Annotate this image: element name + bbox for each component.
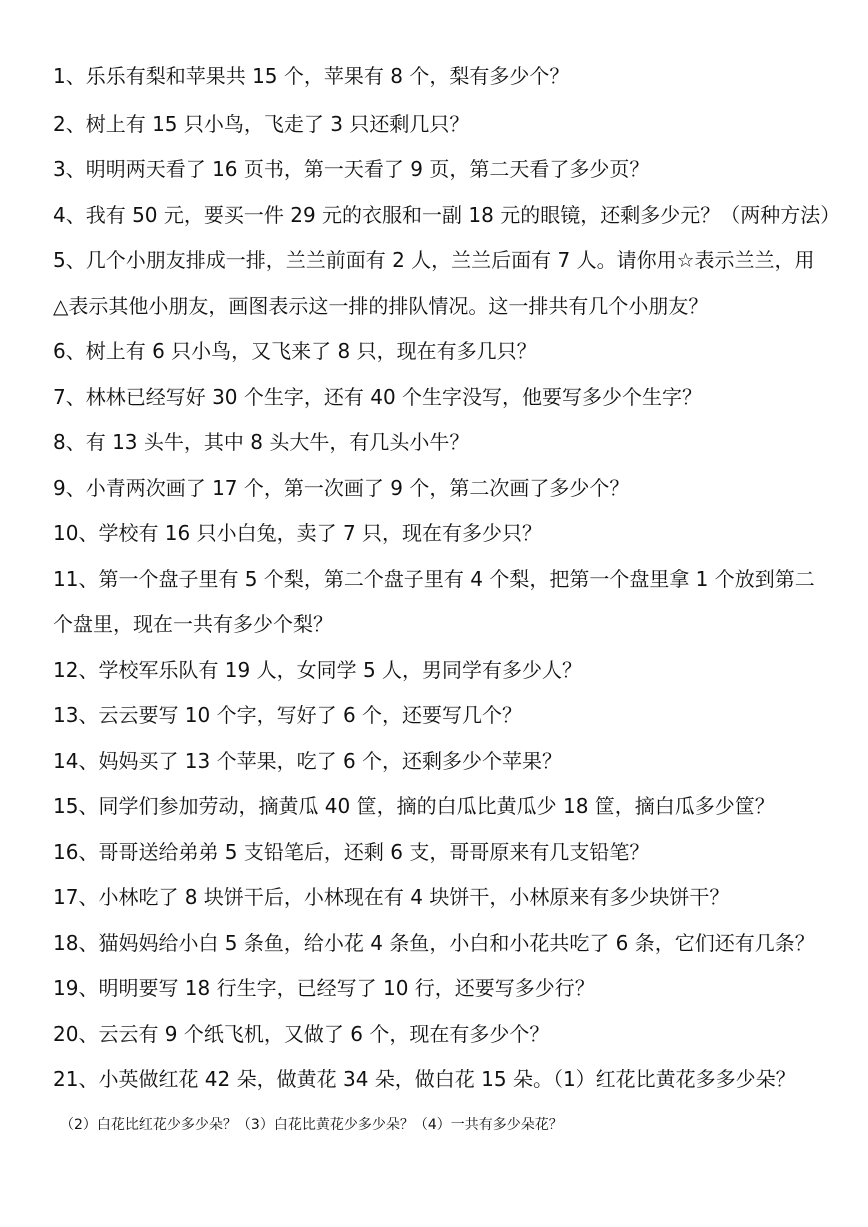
question-11-line-1: 11、第一个盘子里有 5 个梨，第二个盘子里有 4 个梨，把第一个盘里拿 1 个放到第二 bbox=[53, 567, 815, 591]
question-3: 3、明明两天看了 16 页书，第一天看了 9 页，第二天看了多少页？ bbox=[53, 157, 650, 181]
question-21-line-1: 21、小英做红花 42 朵，做黄花 34 朵，做白花 15 朵。（1）红花比黄花多多少朵？ bbox=[53, 1067, 796, 1091]
question-5-line-1: 5、几个小朋友排成一排，兰兰前面有 2 人，兰兰后面有 7 人。请你用☆表示兰兰，用 bbox=[53, 248, 815, 272]
question-16: 16、哥哥送给弟弟 5 支铅笔后，还剩 6 支，哥哥原来有几支铅笔？ bbox=[53, 840, 650, 864]
question-14: 14、妈妈买了 13 个苹果，吃了 6 个，还剩多少个苹果？ bbox=[53, 749, 563, 773]
question-4: 4、我有 50 元，要买一件 29 元的衣服和一副 18 元的眼镜，还剩多少元？（两种方法） bbox=[53, 203, 841, 227]
question-19: 19、明明要写 18 行生字，已经写了 10 行，还要写多少行？ bbox=[53, 976, 595, 1000]
question-13: 13、云云要写 10 个字，写好了 6 个，还要写几个？ bbox=[53, 703, 523, 727]
question-15: 15、同学们参加劳动，摘黄瓜 40 筐，摘的白瓜比黄瓜少 18 筐，摘白瓜多少筐？ bbox=[53, 794, 775, 818]
question-10: 10、学校有 16 只小白兔，卖了 7 只，现在有多少只？ bbox=[53, 521, 543, 545]
question-12: 12、学校军乐队有 19 人，女同学 5 人，男同学有多少人？ bbox=[53, 658, 583, 682]
question-6: 6、树上有 6 只小鸟，又飞来了 8 只，现在有多几只？ bbox=[53, 339, 537, 363]
question-21-line-2: （2）白花比红花少多少朵？（3）白花比黄花少多少朵？（4）一共有多少朵花？ bbox=[60, 1117, 563, 1133]
question-5-line-2: △表示其他小朋友，画图表示这一排的排队情况。这一排共有几个小朋友？ bbox=[53, 294, 709, 318]
question-9: 9、小青两次画了 17 个，第一次画了 9 个，第二次画了多少个？ bbox=[53, 476, 630, 500]
question-8: 8、有 13 头牛，其中 8 头大牛，有几头小牛？ bbox=[53, 430, 470, 454]
question-1: 1、乐乐有梨和苹果共 15 个，苹果有 8 个，梨有多少个？ bbox=[53, 64, 570, 88]
question-17: 17、小林吃了 8 块饼干后，小林现在有 4 块饼干，小林原来有多少块饼干？ bbox=[53, 885, 730, 909]
question-2: 2、树上有 15 只小鸟，飞走了 3 只还剩几只？ bbox=[53, 112, 470, 136]
question-18: 18、猫妈妈给小白 5 条鱼，给小花 4 条鱼，小白和小花共吃了 6 条，它们还有几条？ bbox=[53, 931, 815, 955]
question-20: 20、云云有 9 个纸飞机，又做了 6 个，现在有多少个？ bbox=[53, 1022, 550, 1046]
question-7: 7、林林已经写好 30 个生字，还有 40 个生字没写，他要写多少个生字？ bbox=[53, 385, 703, 409]
question-11-line-2: 个盘里，现在一共有多少个梨？ bbox=[53, 612, 333, 636]
